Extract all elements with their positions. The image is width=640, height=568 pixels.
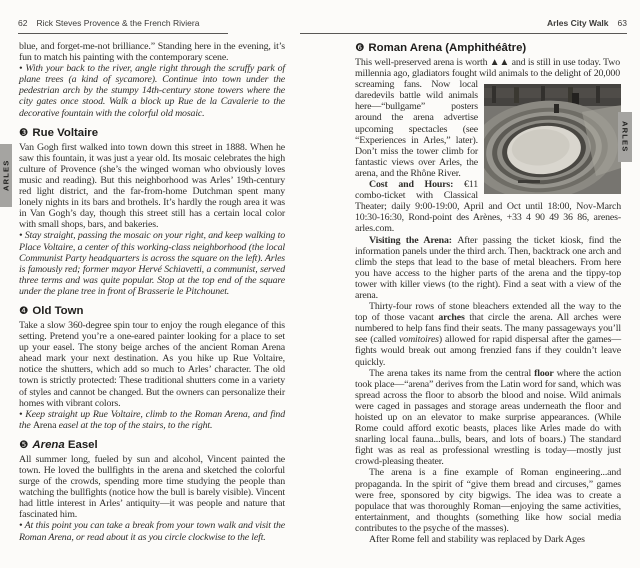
stop-number-5-icon: ❺ [19,438,29,451]
text-run: vomitoires [399,334,439,346]
text-run: Take a slow 360-degree spin tour to enjoy the rough elegance of this setting. Pretend you’re a one-eared painter looking for a place to set up your easel. The stony beige arches of the ancient Roman Arena ahead mark your next destination. As you hike up Rue Voltaire, notice the shutters, which add so much to Arles’ character. The old town is strictly protected: These traditional shutters come in a variety of styles and cannot be changed. But the owners can personalize their homes with vibrant colors. [19,319,285,409]
header-left [18,18,228,34]
margin-tab-arles-right: ARLES [618,112,632,162]
text-run: arches [438,312,465,324]
stop-number-4-icon: ❹ [19,304,29,317]
text-run: Cost and Hours: [369,179,464,191]
text-run: that circle the arena. All arches were numbered to help fans find their seats. The many passageways you’ll see (called [355,312,621,346]
arena-photo [484,84,621,194]
text-run: After passing the ticket kiosk, find the information panels under the third arch. Then, backtrack one arch and climb the steps that lead to the base of metal bleachers. From here you have access to the higher parts of the arena and the tippy-top tower with killer views (to the right). Find a seat with a view of the arena. [355,234,621,301]
section-title [32,127,98,140]
paragraph-bleachers [355,301,621,368]
text-run: • Keep straight up Rue Voltaire, climb to the Roman Arena, and find the [19,408,285,431]
page-number-right: 63 [617,18,627,28]
text-run: Roman Arena (Amphithéâtre) [368,42,527,54]
text-run: €11 combo-ticket with Classical Theater; daily 9:00-19:00, April and Oct until 18:00, Nov-March 10:30-16:30, Rond-point des Arènes, +33 4 90 49 36 86, arenes-arles.com. [355,179,621,235]
paragraph-rue-voltaire [19,142,285,231]
header-right [300,18,627,34]
paragraph-arena-floor [355,368,621,468]
text-run: • At this point you can take a break from your town walk and visit the Roman Arena, or read about it as you circle clockwise to the left. [19,520,285,543]
walking-directions-note [19,63,285,118]
stop-number-3-icon: ❸ [19,126,29,139]
section-title [32,439,97,452]
section-heading-arena-easel [19,439,285,452]
text-run: floor [534,367,554,379]
text-run: All summer long, fueled by sun and alcohol, Vincent painted the town. He loved the bullfights in the arena and sketched the colorful surge of the crowds, spending more time studying the people than watching the bullfights (notice how the bull is barely visible). Vincent had little interest in Arles’ antiquity—it was people and nature that fascinated him. [19,453,285,521]
text-run: Arena [32,438,65,451]
stop-number-6-icon: ❻ [355,42,365,54]
walking-directions-note [19,520,285,542]
header-title-left: Rick Steves Provence & the French Riviera [36,18,200,28]
margin-tab-arles-left: ARLES [0,144,12,207]
text-run: Van Gogh first walked into town down this street in 1888. When he saw this fountain, it was just a year old. Its mosaic celebrates the high culture of Provence (she’s the winged woman who obviously loves music and reading). But this neighborhood was Arles’ 19th-century red light district, and the far-from-home Dutchman spent many lonely nights in its bars and brothels. It’s hardly the rough area it was in Van Gogh’s day, though this street still has a certain local color with small shops, bars, and bakeries. [19,141,285,231]
text-run: where the action took place—“arena” derives from the Latin word for sand, which was spread across the floor to absorb the blood and noise. Wild animals were caged in passages and storage areas underneath the floor and hoisted up on an elevator to make surprise appearances. (While Rome could afford exotic beasts, places like Arles made do with snarling local fauna...bulls, bears, and lots of boars.) The standard fight was as real as professional wrestling is today—mostly just crowd-pleasing theater. [355,367,621,468]
text-run: • Stay straight, passing the mosaic on your right, and keep walking to Place Voltaire, a center of this working-class neighborhood (the local Communist Party headquarters is across the square on the left). Arles is famously red; former mayor Hervé Schiavetti, a communist, served three terms and was quite popular. Stop at the top end of the square under the plane tree in front of Brasserie le Pitchounet. [19,230,285,297]
paragraph-arena-easel [19,454,285,521]
section-title [368,42,526,55]
paragraph-dark-ages [355,534,621,545]
text-run: • With your back to the river, angle right through the scruffy park of plane trees (a kind of sycamore). Continue into town under the pedestrian arch by the stumpy 14th-century stone towers where the city gates once stood. Walk a block up Rue de la Cavalerie to the decorative fountain with the colorful old mosaic. [19,63,285,119]
text-run: Rue Voltaire [32,126,99,139]
photo-flow-spacer [620,57,621,84]
arena-photo-illustration [484,84,621,194]
paragraph-visiting-the-arena [355,235,621,302]
walking-directions-note [19,409,285,431]
text-run: Visiting the Arena: [369,234,458,246]
section-heading-old-town [19,305,285,318]
text-run: Thirty-four rows of stone bleachers extended all the way to the top of those vacant [355,301,621,324]
paragraph-old-town [19,320,285,409]
section-title [32,305,83,318]
text-run: easel at the top of the stairs, to the right. [56,419,213,431]
text-run: The arena is a fine example of Roman engineering...and propaganda. In the spirit of “give them bread and circuses,” games were free, sponsored by city bigwigs. The idea was to create a populace that was thoroughly Roman—enjoying the same activities, entertainment, and thoughts (something like how social media contributes to the psyche of the masses). [355,467,621,534]
header-title-right: Arles City Walk [546,18,609,28]
paragraph-roman-arena-intro [355,57,621,179]
text-run: Old Town [32,304,84,317]
text-run: blue, and forget-me-not brilliance.” Standing here in the evening, it’s fun to match his painting with the contemporary scene. [19,41,285,64]
text-run: ) allowed for rapid dispersal after the games—fights would break out among frenzied fans if they couldn’t leave quickly. [355,334,621,368]
paragraph-continuation [19,41,285,63]
section-heading-roman-arena [355,42,621,55]
section-heading-rue-voltaire [19,127,285,140]
walking-directions-note [19,230,285,297]
left-page-column [19,41,285,543]
paragraph-propaganda [355,467,621,534]
right-page-column [355,41,621,545]
page-number-left: 62 [18,18,28,28]
text-run: This well-preserved arena is worth ▲▲ and is still in use today. Two millennia ago, gladiators fought wild animals to the delight of 20,000 screaming fans. Now local daredevils battle wild animals here—“bullgame” posters around the arena advertise upcoming spectacles (see “Experiences in Arles,” later). Don’t miss the tower climb for fantastic views over Arles, the arena, and the Rhône River. [355,57,620,179]
text-run: Arena [32,419,57,431]
text-run: After Rome fell and stability was replaced by Dark Ages [369,534,585,546]
text-run: Easel [64,438,98,451]
text-run: The arena takes its name from the central [369,367,535,379]
